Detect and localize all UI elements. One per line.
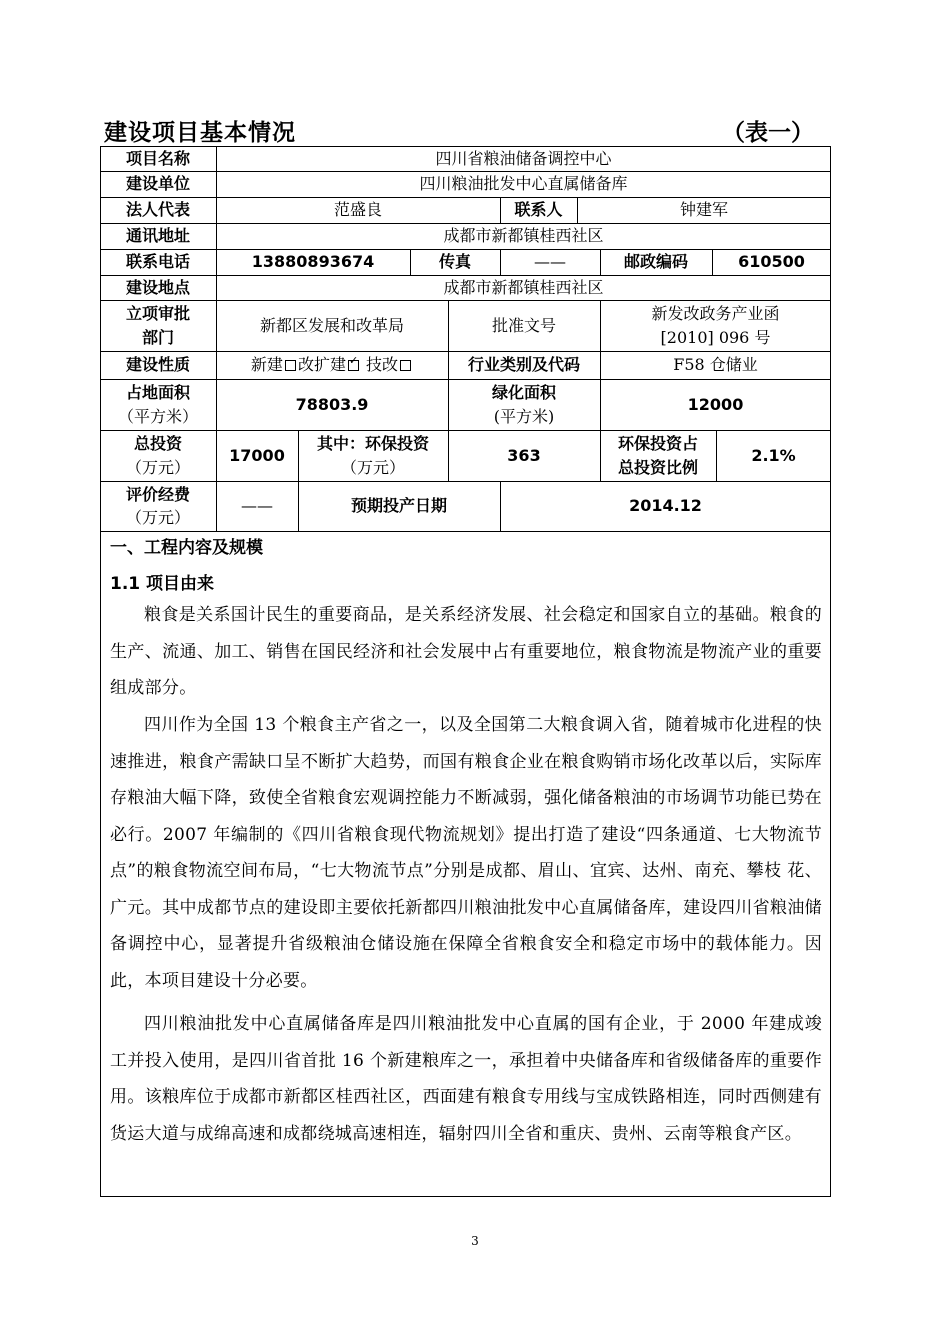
industry-value: F58 仓储业 bbox=[673, 355, 758, 375]
address-label: 通讯地址 bbox=[125, 226, 190, 246]
fax-label: 传真 bbox=[438, 252, 471, 272]
env-invest-label-text: 其中：环保投资 bbox=[316, 434, 429, 454]
invest-label bbox=[100, 430, 216, 481]
env-ratio-label-line2: 总投资比例 bbox=[617, 457, 698, 477]
area-value: 78803.9 bbox=[295, 394, 369, 414]
industry-label: 行业类别及代码 bbox=[467, 355, 580, 375]
env-ratio-value: 2.1% bbox=[751, 445, 796, 465]
project-name-value: 四川省粮油储备调控中心 bbox=[435, 148, 612, 168]
subsection-title: 1.1 项目由来 bbox=[110, 574, 215, 594]
project-name-label: 项目名称 bbox=[125, 148, 190, 168]
phone-label: 联系电话 bbox=[125, 252, 190, 272]
title-row bbox=[104, 114, 814, 146]
prod-date-label: 预期投产日期 bbox=[350, 496, 447, 516]
contact-label: 联系人 bbox=[514, 200, 563, 220]
invest-unit: （万元） bbox=[125, 457, 190, 477]
green-unit: (平方米) bbox=[493, 406, 555, 426]
invest-value: 17000 bbox=[229, 445, 285, 465]
address-value: 成都市新都镇桂西社区 bbox=[443, 226, 604, 246]
page-number: 3 bbox=[471, 1234, 479, 1248]
approval-no-line1: 新发改政务产业函 bbox=[651, 304, 780, 324]
nature-options bbox=[216, 351, 448, 379]
approval-dept-label bbox=[100, 300, 216, 351]
area-unit: （平方米） bbox=[117, 406, 198, 426]
nature-tech-checkbox[interactable] bbox=[400, 360, 411, 371]
approval-dept-label-line1: 立项审批 bbox=[125, 304, 190, 324]
fax-value: —— bbox=[534, 252, 566, 272]
postcode-label: 邮政编码 bbox=[623, 252, 688, 272]
nature-expand-checkbox[interactable] bbox=[348, 360, 359, 371]
nature-tech-label: 技改 bbox=[366, 355, 399, 375]
paragraph-1: 粮食是关系国计民生的重要商品，是关系经济发展、社会稳定和国家自立的基础。粮食的生产、流通、加工、销售在国民经济和社会发展中占有重要地位，粮食物流是物流产业的重要组成部分。 bbox=[110, 605, 822, 698]
nature-label: 建设性质 bbox=[125, 355, 190, 375]
area-label bbox=[100, 379, 216, 430]
approval-no-value bbox=[600, 300, 831, 351]
table-number: （表一） bbox=[722, 120, 814, 146]
legal-rep-label: 法人代表 bbox=[125, 200, 190, 220]
unit-value: 四川粮油批发中心直属储备库 bbox=[419, 174, 628, 194]
nature-new-checkbox[interactable] bbox=[285, 360, 296, 371]
green-value: 12000 bbox=[687, 394, 744, 414]
env-invest-label bbox=[298, 430, 448, 481]
approval-dept-label-line2: 部门 bbox=[141, 327, 174, 347]
site-value: 成都市新都镇桂西社区 bbox=[443, 277, 604, 297]
site-label: 建设地点 bbox=[125, 277, 190, 297]
nature-expand-label: 改扩建 bbox=[297, 355, 346, 375]
green-label-text: 绿化面积 bbox=[491, 383, 556, 403]
paragraph-2: 四川作为全国 13 个粮食主产省之一，以及全国第二大粮食调入省，随着城市化进程的快速推进，粮食产需缺口呈不断扩大趋势，而国有粮食企业在粮食购销市场化改革以后，实际库存粮油大幅下降，致使全省粮食宏观调控能力不断减弱，强化储备粮油的市场调节功能已势在必行。2007 年编制的《四川省粮食现代物流规划》提出打造了建设“四条通道、七大物流节点”的粮食物流空间布局，“七大物流节点”分别是成都、眉山、宜宾、达州、南充、攀枝 花、广元。其中成都节点的建设即主要依托新都四川粮油批发中心直属储备库，建设四川省粮油储备调控中心，显著提升省级粮油仓储设施在保障全省粮食安全和稳定市场中的载体能力。因此，本项目建设十分必要。 bbox=[110, 715, 822, 991]
eval-fee-unit: （万元） bbox=[125, 508, 190, 527]
approval-no-label: 批准文号 bbox=[491, 315, 556, 335]
paragraph-3: 四川粮油批发中心直属储备库是四川粮油批发中心直属的国有企业，于 2000 年建成竣工并投入使用，是四川省首批 16 个新建粮库之一，承担着中央储备库和省级储备库的重要作用。该粮库位于成都市新都区桂西社区，西面建有粮食专用线与宝成铁路相连，同时西侧建有货运大道与成绵高速和成都绕城高速相连，辐射四川全省和重庆、贵州、云南等粮食产区。 bbox=[110, 1014, 822, 1144]
nature-new-label: 新建 bbox=[250, 355, 283, 375]
legal-rep-value: 范盛良 bbox=[333, 200, 382, 220]
env-ratio-label-line1: 环保投资占 bbox=[617, 434, 698, 454]
contact-value: 钟建军 bbox=[679, 200, 728, 220]
section-title: 一、工程内容及规模 bbox=[110, 538, 263, 558]
eval-fee-value: —— bbox=[241, 496, 273, 516]
invest-label-text: 总投资 bbox=[133, 434, 182, 454]
area-label-text: 占地面积 bbox=[125, 383, 190, 403]
env-ratio-label bbox=[600, 430, 716, 481]
approval-no-line2: [2010] 096 号 bbox=[660, 327, 771, 347]
env-invest-value: 363 bbox=[507, 445, 541, 465]
env-invest-unit: （万元） bbox=[340, 457, 405, 477]
prod-date-value: 2014.12 bbox=[629, 496, 702, 516]
postcode-value: 610500 bbox=[738, 252, 805, 272]
approval-dept-value: 新都区发展和改革局 bbox=[259, 315, 404, 335]
green-label bbox=[448, 379, 600, 430]
unit-label: 建设单位 bbox=[125, 174, 190, 194]
eval-fee-label-text: 评价经费 bbox=[125, 484, 190, 504]
phone-value: 13880893674 bbox=[251, 252, 375, 272]
page-title: 建设项目基本情况 bbox=[104, 120, 296, 146]
eval-fee-label bbox=[100, 481, 216, 531]
